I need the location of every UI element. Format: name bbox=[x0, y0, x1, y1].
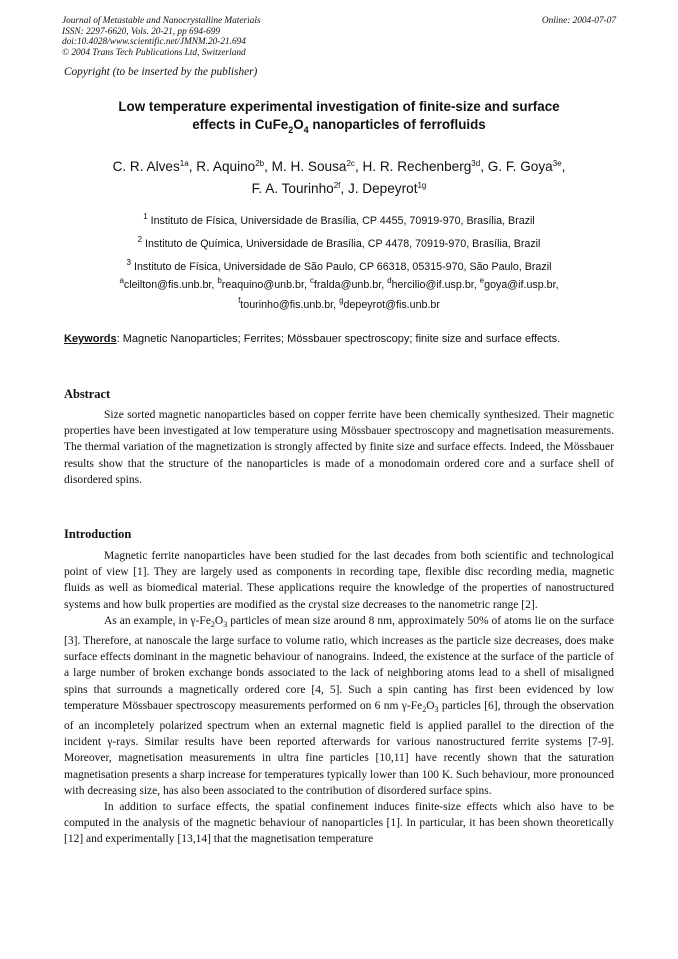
journal-name: Journal of Metastable and Nanocrystalline Materials bbox=[62, 16, 261, 26]
email-list bbox=[62, 273, 616, 313]
journal-doi[interactable]: doi:10.4028/www.scientific.net/JMNM.20-21.694 bbox=[62, 37, 246, 48]
journal-issn: ISSN: 2297-6620, Vols. 20-21, pp 694-699 bbox=[62, 26, 221, 37]
intro-paragraph-2: As an example, in $\gamma-Fe_2O_3$ particles of mean size around 8 nm, approximately 50% of atoms lie on the surface [3]. Therefore, at nanoscale the large surface to volume ratio, which increases as the particle size decreases, does make surface effects dominant in the magnetic behaviour of nanograins. Indeed, the existence at the surface of the particle of a large number of broken exchange bonds associated to the lack of neighboring atoms lead to a shell of misaligned spins that surrounds a magnetically ordered core [4, 5]. Such a spin canting has first been evidenced by low temperature Mössbauer spectroscopy measurements performed on 6 nm $\gamma-Fe_2O_3$ particles [6], through the observation of an incompletely polarized spectrum when an external magnetic field is applied parallel to the direction of the incident γ-rays. Similar results have been reported afterwards for various nanostructured ferrite systems [7-9]. Moreover, magnetisation measurements in ultra fine particles [10,11] have recently shown that the saturation magnetisation presents a sharp increase for temperatures typically lower than 100 K. Such behaviour, more pronounced with decreasing size, has also been associated to the contribution of disordered surface spins. bbox=[64, 614, 614, 797]
author-line-2: F. A. Tourinho$^{2f}$, J. Depeyrot$^{1g}$ bbox=[251, 181, 427, 196]
keywords bbox=[64, 332, 614, 346]
title-line-2: effects in $CuFe_2O_4$ nanoparticles of ferrofluids bbox=[192, 117, 486, 135]
online-date: Online: 2004-07-07 bbox=[541, 16, 616, 26]
intro-paragraph-3: In addition to surface effects, the spatial confinement induces finite-size effects which also have to be computed in the analysis of the magnetic behaviour of nanoparticles [1]. In particular, it has been shown theoretically [12] and experimentally [13,14] that the magnetisation temperature bbox=[64, 801, 614, 846]
introduction-heading: Introduction bbox=[64, 527, 132, 541]
email-line-1: $^a$cleilton@fis.unb.br, $^b$reaquino@unb.br, $^c$fralda@unb.br, $^d$hercilio@if.usp.br, $^e$goya@if.usp.br, bbox=[119, 276, 559, 291]
email-line-2: $^f$tourinho@fis.unb.br, $^g$depeyrot@fis.unb.br bbox=[238, 296, 440, 311]
journal-publisher: © 2004 Trans Tech Publications Ltd, Switzerland bbox=[62, 47, 246, 58]
abstract-heading: Abstract bbox=[64, 387, 111, 401]
author-list bbox=[62, 154, 616, 198]
copyright-note: Copyright (to be inserted by the publisher) bbox=[64, 66, 258, 78]
keywords-text: : Magnetic Nanoparticles; Ferrites; Mössbauer spectroscopy; finite size and surface effects. bbox=[116, 333, 561, 345]
introduction-body bbox=[64, 548, 614, 848]
keywords-label: Keywords bbox=[64, 333, 117, 345]
paper-title bbox=[62, 98, 616, 139]
intro-paragraph-1: Magnetic ferrite nanoparticles have been studied for the last decades from both scientific and technological point of view [1]. They are largely used as components in recording tape, flexible disc recording media, magnetic fluids as well as biomedical material. These applications require the knowledge of the properties of nanostructured systems and how bulk properties are modified as the crystal size decreases to the nanometric range [2]. bbox=[64, 550, 614, 611]
affiliation-1: $^1$ Instituto de Física, Universidade de Brasília, CP 4455, 70919-970, Brasília, Brazil bbox=[143, 212, 535, 227]
title-line-1: Low temperature experimental investigation of finite-size and surface bbox=[118, 99, 560, 114]
abstract-paragraph: Size sorted magnetic nanoparticles based on copper ferrite have been chemically synthesized. Their magnetic properties have been investigated at low temperature using Mössbauer spectroscopy and magnetisation measurements. The thermal variation of the magnetization is strongly affected by finite size and surface effects. Indeed, the Mössbauer results show that the structure of the nanoparticles is made of a monodomain ordered core and a surface shell of disordered spins. bbox=[64, 409, 614, 486]
affiliation-3: $^3$ Instituto de Física, Universidade de São Paulo, CP 66318, 05315-970, São Paulo, Brazil bbox=[126, 258, 552, 273]
affiliation-2: $^2$ Instituto de Química, Universidade de Brasília, CP 4478, 70919-970, Brasília, Brazil bbox=[137, 235, 541, 250]
author-line-1: C. R. Alves$^{1a}$, R. Aquino$^{2b}$, M. H. Sousa$^{2c}$, H. R. Rechenberg$^{3d}$, G. F. Goya$^{3e}$, bbox=[112, 159, 566, 174]
journal-header bbox=[62, 16, 616, 58]
abstract-body bbox=[64, 407, 614, 488]
